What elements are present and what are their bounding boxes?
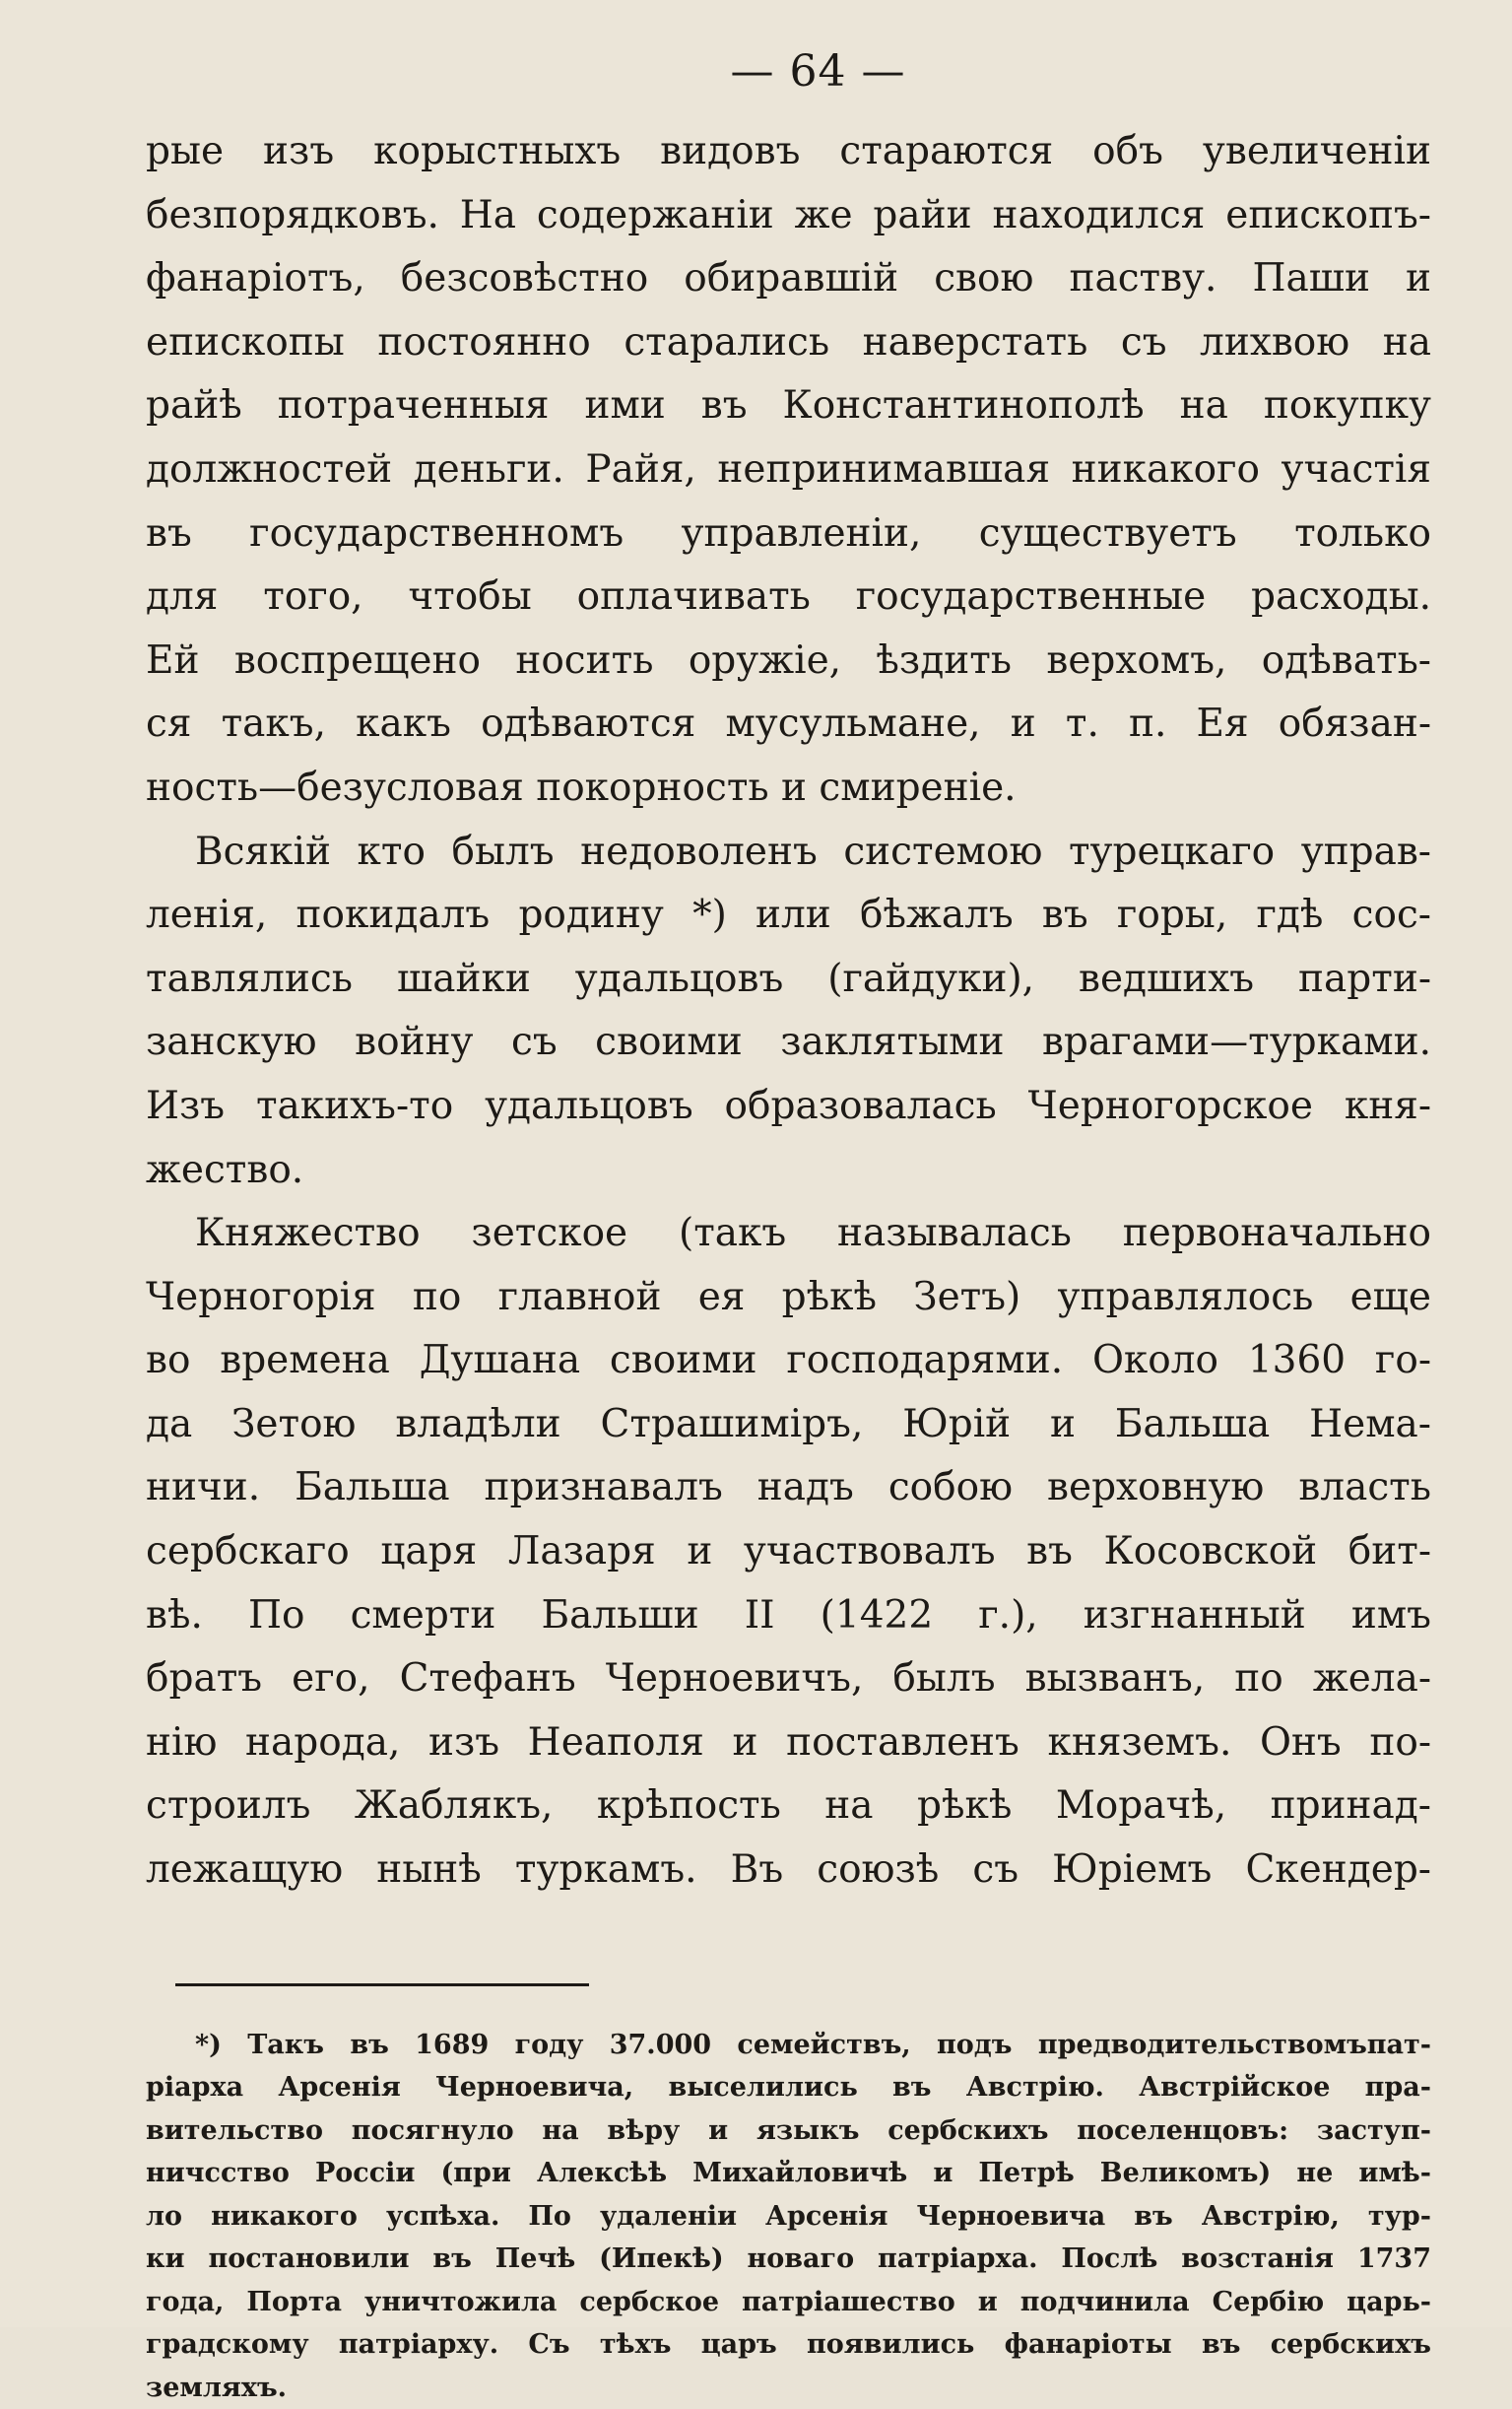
body-line: строилъ Жаблякъ, крѣпость на рѣкѣ Морачѣ, принад- <box>146 1783 1431 1829</box>
body-line: лежащую нынѣ туркамъ. Въ союзѣ съ Юрiемъ Скендер- <box>146 1847 1431 1893</box>
footnote-line: земляхъ. <box>146 2372 288 2403</box>
body-line: Княжество зетское (такъ называлась первоначально <box>195 1211 1431 1256</box>
body-line: ность—безусловая покорность и смиренiе. <box>146 765 1017 810</box>
body-line: рые изъ корыстныхъ видовъ стараются объ увеличенiи <box>146 129 1431 173</box>
footnote-separator <box>175 1983 589 1986</box>
body-line: жество. <box>146 1147 304 1192</box>
body-line: фанарiотъ, безсовѣстно обиравшiй свою паству. Паши и <box>146 256 1431 301</box>
body-line: безпорядковъ. На содержанiи же райи находился епископъ- <box>146 192 1431 237</box>
body-line: должностей деньги. Райя, непринимавшая никакого участiя <box>146 446 1431 492</box>
footnote <box>146 2024 1431 2409</box>
footnote-line: *) Такъ въ 1689 году 37.000 семействъ, подъ предводительствомъпат- <box>195 2029 1431 2060</box>
footnote-line: рiарха Арсенiя Черноевича, выселились въ Австрiю. Австрiйское пра- <box>146 2072 1431 2104</box>
body-line: въ государственномъ управленiи, существуетъ только <box>146 510 1431 556</box>
footnote-line: года, Порта уничтожила сербское патрiашество и подчинила Сербiю царь- <box>146 2286 1431 2317</box>
body-text <box>146 120 1431 1903</box>
body-line: тавлялись шайки удальцовъ (гайдуки), ведшихъ парти- <box>146 956 1431 1001</box>
body-line: занскую войну съ своими заклятыми врагами—турками. <box>146 1020 1431 1065</box>
body-line: епископы постоянно старались наверстать съ лихвою на <box>146 319 1431 365</box>
footnote-line: ки постановили въ Печѣ (Ипекѣ) новаго патрiарха. Послѣ возстанiя 1737 <box>146 2243 1431 2275</box>
body-line: Всякiй кто былъ недоволенъ системою турецкаго управ- <box>195 829 1431 874</box>
body-line: Изъ такихъ-то удальцовъ образовалась Черногорское кня- <box>146 1083 1431 1128</box>
footnote-line: вительство посягнуло на вѣру и языкъ сербскихъ поселенцовъ: заступ- <box>146 2114 1431 2146</box>
body-line: ся такъ, какъ одѣваются мусульмане, и т. п. Ея обязан- <box>146 702 1431 747</box>
body-line: во времена Душана своими господарями. Около 1360 го- <box>146 1338 1431 1383</box>
page-number: — 64 — <box>730 46 906 97</box>
body-line: вѣ. По смерти Бальши II (1422 г.), изгнанный имъ <box>146 1592 1431 1638</box>
body-line: Ей воспрещено носить оружiе, ѣздить верхомъ, одѣвать- <box>146 637 1431 683</box>
body-line: да Зетою владѣли Страшимiръ, Юрiй и Бальша Нема- <box>146 1401 1431 1446</box>
body-line: Черногорiя по главной ея рѣкѣ Зетъ) управлялось еще <box>146 1274 1431 1319</box>
footnote-line: ло никакого успѣха. По удаленiи Арсенiя Черноевича въ Австрiю, тур- <box>146 2200 1431 2232</box>
footnote-line: градскому патрiарху. Съ тѣхъ царъ появились фанарiоты въ сербскихъ <box>146 2329 1431 2361</box>
body-line: ничи. Бальша признавалъ надъ собою верховную власть <box>146 1465 1431 1510</box>
body-line: нiю народа, изъ Неаполя и поставленъ княземъ. Онъ по- <box>146 1719 1431 1765</box>
body-line: для того, чтобы оплачивать государственные расходы. <box>146 574 1431 620</box>
body-line: райѣ потраченныя ими въ Константинополѣ на покупку <box>146 383 1431 429</box>
body-line: братъ его, Стефанъ Черноевичъ, былъ вызванъ, по жела- <box>146 1656 1431 1702</box>
body-line: ленiя, покидалъ родину *) или бѣжалъ въ горы, гдѣ сос- <box>146 893 1431 938</box>
body-line: сербскаго царя Лазаря и участвовалъ въ Косовской бит- <box>146 1529 1431 1574</box>
footnote-line: ничсство Россiи (при Алексѣѣ Михайловичѣ и Петрѣ Великомъ) не имѣ- <box>146 2158 1431 2189</box>
